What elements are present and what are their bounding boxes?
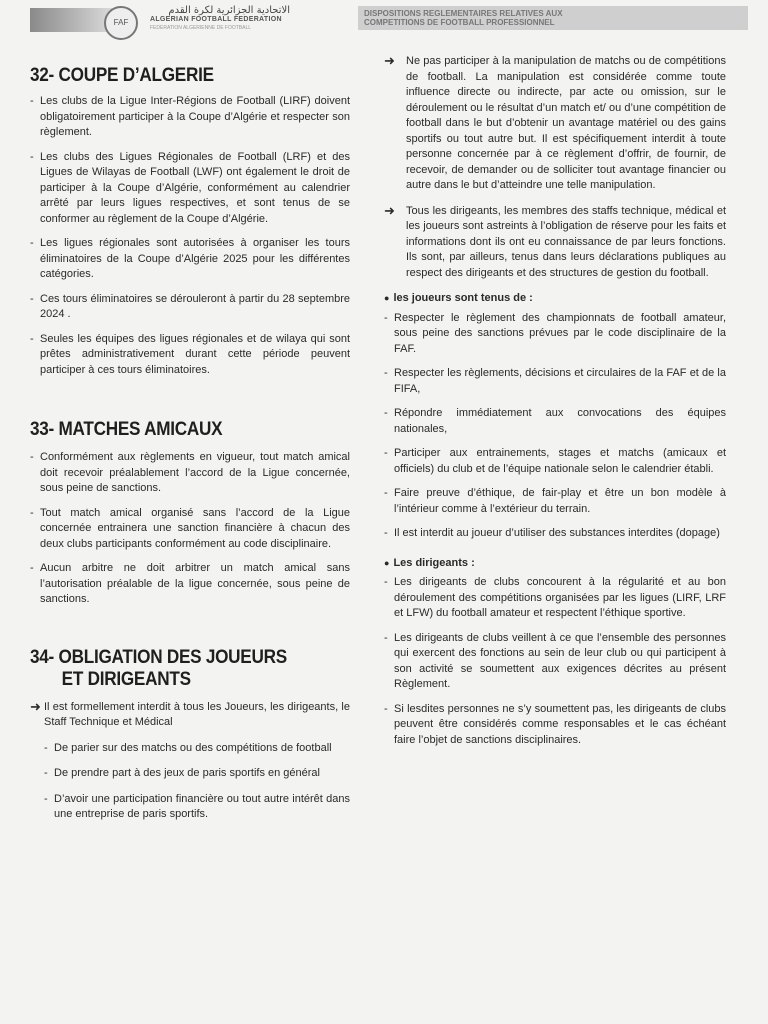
prohibition-item: - De prendre part à des jeux de paris sportifs en général bbox=[30, 766, 350, 782]
page-header bbox=[0, 0, 768, 46]
section-header-line2: COMPETITIONS DE FOOTBALL PROFESSIONNEL bbox=[364, 18, 555, 27]
federation-name-fr: FEDERATION ALGERIENNE DE FOOTBALL bbox=[150, 25, 252, 31]
joueur-obligation: - Faire preuve d’éthique, de fair-play et être un bon modèle à l’intérieur comme à l’extérieur du terrain. bbox=[384, 486, 726, 517]
section-34-title bbox=[30, 646, 350, 690]
section-33-para: - Aucun arbitre ne doit arbitrer un match amical sans l’autorisation préalable de la ligue concernée, sous peine de sanctions. bbox=[30, 561, 350, 608]
joueur-obligation: - Il est interdit au joueur d’utiliser des substances interdites (dopage) bbox=[384, 526, 726, 542]
manipulation-para bbox=[384, 54, 726, 194]
federation-name-en: ALGERIAN FOOTBALL FEDERATION bbox=[150, 16, 282, 23]
section-32-para: - Ces tours éliminatoires se dérouleront à partir du 28 septembre 2024 . bbox=[30, 292, 350, 323]
joueurs-title bbox=[384, 291, 726, 307]
arrow-icon: ➜ bbox=[384, 202, 395, 218]
dirigeants-title bbox=[384, 556, 726, 572]
section-32-para: - Les ligues régionales sont autorisées à organiser les tours éliminatoires de la Coupe d’Algérie 2025 pour les différentes catégories. bbox=[30, 236, 350, 283]
section-header bbox=[358, 6, 748, 30]
federation-name bbox=[150, 6, 290, 33]
right-column bbox=[384, 54, 726, 757]
section-34-intro-text: Il est formellement interdit à tous les Joueurs, les dirigeants, le Staff Technique et Médical bbox=[44, 700, 350, 728]
joueur-obligation: - Respecter le règlement des championnats de football amateur, sous peine des sanctions prévues par le code disciplinaire de la FAF. bbox=[384, 311, 726, 358]
federation-name-ar: الاتحادية الجزائرية لكرة القدم bbox=[168, 5, 290, 16]
arrow-icon: ➜ bbox=[30, 698, 41, 714]
prohibition-item: - De parier sur des matchs ou des compétitions de football bbox=[30, 741, 350, 757]
section-33-title: 33- MATCHES AMICAUX bbox=[30, 418, 223, 440]
section-32-title: 32- COUPE D’ALGERIE bbox=[30, 64, 214, 86]
section-34-title-line2: ET DIRIGEANTS bbox=[61, 667, 191, 690]
joueur-obligation: - Répondre immédiatement aux convocations des équipes nationales, bbox=[384, 406, 726, 437]
faf-logo-icon: FAF bbox=[104, 6, 138, 40]
dirigeant-obligation: - Les dirigeants de clubs concourent à la régularité et au bon déroulement des compétitions organisées par les ligues (LIRF, LRF et LFW) du football amateur et respectent l’éthique sportive. bbox=[384, 575, 726, 622]
left-column bbox=[30, 58, 350, 833]
manipulation-text: Ne pas participer à la manipulation de matchs ou de compétitions de football. La manipulation est considérée comme toute influence directe ou indirecte, par acte ou omission, sur le déroulement ou le résultat d’un match et/ ou d’une compétition de football dans le but d’obtenir un avantage matériel ou des gains sportifs ou tout autre but. Il est spécifiquement interdit à toute personne concernée par à ce règlement d’offrir, de fournir, de recevoir, de demander ou de solliciter tout avantage financier ou autre dans le but d’atteindre une telle manipulation. bbox=[406, 55, 726, 191]
section-32-para: - Les clubs des Ligues Régionales de Football (LRF) et des Ligues de Wilayas de Football (LWF) ont également le droit de participer à la Coupe d’Algérie, conformément au calendrier arrêté par leurs ligues respectives, et sont tenus de se conformer au règlement de la Coupe d’Algérie. bbox=[30, 150, 350, 228]
dirigeant-obligation: - Si lesdites personnes ne s’y soumettent pas, les dirigeants de clubs peuvent être considérés comme responsables et le cas échéant faire l’objet de sanctions disciplinaires. bbox=[384, 702, 726, 749]
section-34-intro bbox=[30, 700, 350, 731]
section-header-line1: DISPOSITIONS REGLEMENTAIRES RELATIVES AUX bbox=[364, 9, 563, 18]
header-color-bar bbox=[30, 8, 112, 32]
section-33-para: - Tout match amical organisé sans l’accord de la Ligue concernée entrainera une sanction financière à chacun des deux clubs participants conformément au code disciplinaire. bbox=[30, 506, 350, 553]
dirigeants-title-text: Les dirigeants : bbox=[393, 556, 475, 569]
arrow-icon: ➜ bbox=[384, 53, 395, 68]
joueur-obligation: - Participer aux entrainements, stages et matchs (amicaux et officiels) du club et de l’équipe nationale selon le calendrier établi. bbox=[384, 446, 726, 477]
joueur-obligation: - Respecter les règlements, décisions et circulaires de la FAF et de la FIFA, bbox=[384, 366, 726, 397]
reserve-para bbox=[384, 204, 726, 282]
dirigeant-obligation: - Les dirigeants de clubs veillent à ce que l’ensemble des personnes qui exercent des fonctions au sein de leur club ou qui participent à son activité se soumettent aux exigences décrites au présent Règlement. bbox=[384, 631, 726, 693]
section-33-para: - Conformément aux règlements en vigueur, tout match amical doit recevoir préalablement l’accord de la Ligue concernée, sous peine de sanctions. bbox=[30, 450, 350, 497]
section-34-title-line1: 34- OBLIGATION DES JOUEURS bbox=[30, 645, 287, 668]
joueurs-title-text: les joueurs sont tenus de : bbox=[393, 292, 533, 304]
prohibition-item: - D’avoir une participation financière ou tout autre intérêt dans une entreprise de paris sportifs. bbox=[30, 792, 350, 823]
reserve-text: Tous les dirigeants, les membres des staffs technique, médical et les joueurs sont astreints à l’obligation de réserve pour les faits et informations dont ils ont eu connaissance de par leurs fonctions. Ils sont, par ailleurs, tenus dans leurs déclarations publiques au respect des dirigeants et des structures de gestion du football. bbox=[406, 204, 726, 279]
section-32-para: - Seules les équipes des ligues régionales et de wilaya qui sont prêtes administrativement durant cette période peuvent participer à ces tours éliminatoires. bbox=[30, 332, 350, 379]
section-32-para: - Les clubs de la Ligue Inter-Régions de Football (LIRF) doivent obligatoirement participer à la Coupe d’Algérie et respecter son règlement. bbox=[30, 94, 350, 141]
